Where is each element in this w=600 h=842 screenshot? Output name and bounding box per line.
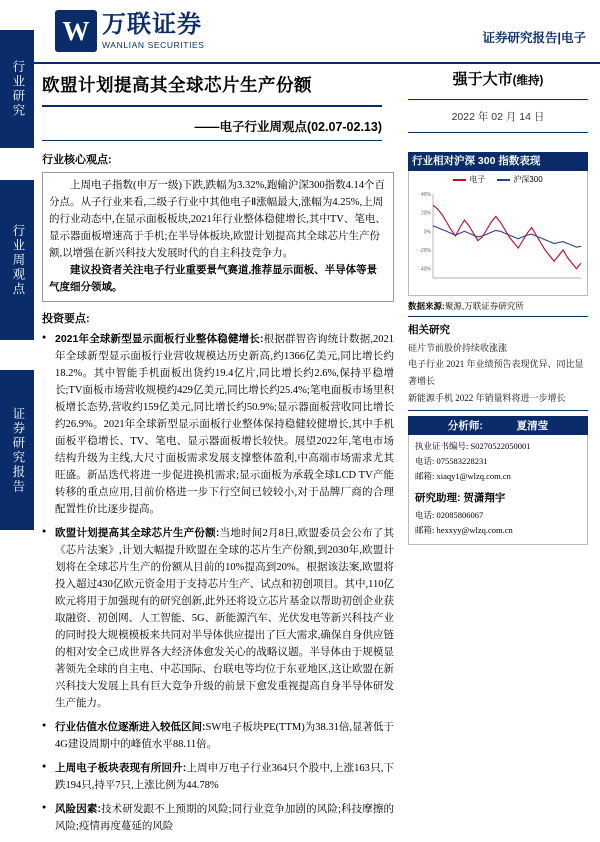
logo-text-cn: 万联证券: [102, 10, 202, 38]
chart-plot-area: [411, 186, 585, 294]
spine-label-weekly-view: 行业周观点: [0, 180, 34, 340]
assistant-name: 贺潇翔宇: [463, 491, 506, 504]
brand-logo: [55, 10, 205, 52]
core-view-paragraph-2: 建议投资者关注电子行业重要景气赛道,推荐显示面板、半导体等景气度细分领域。: [49, 264, 378, 293]
bullet-title: 风险因素:: [55, 802, 102, 815]
legend-swatch-icon: [453, 179, 466, 181]
analyst-field-value: 075583228231: [436, 456, 488, 467]
chart-source: [408, 300, 588, 312]
chart-legend: [411, 174, 585, 185]
assistant-row: [415, 508, 581, 523]
related-research-item[interactable]: 电子行业 2021 年业绩预告表现优异、同比显著增长: [408, 359, 584, 386]
bullet-title: 2021年全球新型显示面板行业整体稳健增长:: [55, 332, 264, 345]
analyst-row: [415, 439, 581, 454]
list-item: [42, 760, 394, 794]
assistant-label: 研究助理:: [415, 491, 461, 504]
analyst-row: [415, 469, 581, 484]
svg-text:20%: 20%: [420, 210, 431, 217]
svg-text:0%: 0%: [423, 229, 431, 236]
rating-block: [408, 68, 588, 133]
source-value: 聚源,万联证券研究所: [444, 300, 524, 311]
chart-title: 行业相对沪深 300 指数表现: [408, 152, 588, 171]
related-research-heading: 相关研究: [408, 323, 450, 336]
assistant-field-label: 电话:: [415, 509, 435, 520]
analyst-field-value: S0270522050001: [470, 441, 531, 452]
logo-text-en: WANLIAN SECURITIES: [102, 39, 205, 50]
assistant-field-value[interactable]: hexxyy@wlzq.com.cn: [436, 524, 513, 535]
analyst-header: [408, 416, 588, 435]
spine-label-research-report: 证券研究报告: [0, 370, 34, 530]
spine-label-industry-research: 行业研究: [0, 30, 34, 148]
analyst-field-label: 邮箱:: [415, 471, 435, 481]
bullet-body: 技术研发跟不上预期的风险;同行业竞争加剧的风险;科技摩擦的风险;疫情再度蔓延的风险: [55, 803, 395, 832]
list-item: [42, 719, 394, 753]
title-divider: [42, 105, 382, 107]
page-title: 欧盟计划提高其全球芯片生产份额: [42, 75, 312, 95]
bullet-title: 上周电子板块表现有所回升:: [55, 761, 187, 774]
svg-text:-40%: -40%: [419, 266, 431, 273]
svg-text:-20%: -20%: [419, 247, 431, 254]
logo-mark-icon: W: [55, 10, 97, 52]
subtitle-divider: [42, 140, 382, 141]
core-view-heading: 行业核心观点:: [42, 154, 112, 166]
assistant-row: [415, 523, 581, 538]
legend-swatch-icon: [497, 179, 510, 181]
bullet-body: 当地时间2月8日,欧盟委员会公布了其《芯片法案》,计划大幅提升欧盟在全球的芯片生产份额,到2030年,欧盟计划将在全球芯片生产的份额从目前的10%提高到20%。根据该法案,欧盟将投入超过430亿欧元资金用于支持芯片生产、试点和初创项目。其中,110亿欧元将用于加强现有的研究创新,此外还将设立芯片基金以帮助初创企业获取融资、初创网、人工智能、5G、新能源汽车、光伏发电等新兴科技产业的同时投大规模模板来共同对半导体供应提出了巨大需求,确保自身供应链的相对安全已成世界各大经济体愈发关心的战略议题。半导体由于规模显著领先全球的自主电、中芯国际、台联电等均位于东亚地区,这让欧盟在新兴科技大发展上具有巨大竞争升级的前景下愈发重视提高自身半导体研发生产能力。: [55, 527, 395, 709]
analyst-field-label: 电话:: [415, 456, 435, 467]
legend-label: 沪深300: [513, 174, 543, 184]
sidebar-divider-2: [408, 410, 588, 411]
rating-value: [408, 68, 588, 89]
header-divider: [0, 62, 600, 64]
assistant-field-value: 02085806067: [436, 509, 484, 520]
analyst-header-name: 夏清莹: [516, 420, 549, 433]
rating-divider-bottom: [408, 132, 588, 133]
analyst-header-label: 分析师:: [447, 420, 483, 433]
bullet-title: 欧盟计划提高其全球芯片生产份额:: [55, 526, 220, 539]
svg-text:40%: 40%: [420, 191, 431, 198]
related-research-item[interactable]: 硅片节前股价持续收涨涨: [408, 342, 508, 353]
bullet-body: 根据群智咨询统计数据,2021年全球新型显示面板行业营收规模达历史新高,约1366亿美元,同比增长约18.2%。其中智能手机面板出货约19.4亿片,同比增长约2.6%,保持平稳增长;TV面板市场营收规模约429亿美元,同比增长约25.4%;笔电面板市场里积板增长态势,营收约159亿美元,同比增长约50.9%;显示器面板营收同比增长约26.9%。2021年全球新型显示面板行业整体保持稳健较健增长,其中手机面板平稳增长、TV、笔电、显示器面板增长较快。展望2022年,笔电市场结构升级为主线,大尺寸面板需求发展支撑整体盈利,中高端市场需求尤其旺盛。新品迭代将进一步促进换机需求;显示面板为承载全球LCD TV产能转移的重点应用,目前价格进一步下行空间已较较小,对于品牌厂商的合理配置性价比逐步提高。: [55, 333, 394, 515]
related-research-item[interactable]: 新能源手机 2022 年销量料将进一步增长: [408, 392, 566, 403]
assistant-field-label: 邮箱:: [415, 524, 435, 535]
analyst-row: [415, 454, 581, 469]
breadcrumb: 证券研究报告|电子: [482, 31, 586, 45]
analyst-field-value[interactable]: xiaqy1@wlzq.com.cn: [436, 471, 511, 481]
sidebar: [408, 152, 588, 545]
list-item: [42, 331, 394, 518]
page-subtitle: ——电子行业周观点(02.07-02.13): [194, 119, 382, 134]
page-header: [0, 0, 600, 62]
title-block: [42, 72, 382, 141]
side-spine: [0, 30, 34, 800]
legend-item-dianzi: [453, 174, 485, 185]
report-body: [42, 152, 394, 842]
legend-item-hs300: [497, 174, 542, 185]
analyst-contact-box: [408, 435, 588, 544]
rating-suffix: (维持): [512, 75, 544, 87]
relative-performance-chart: [408, 171, 588, 296]
core-view-box: [42, 172, 394, 302]
bullet-body: SW电子板块PE(TTM)为38.31倍,显著低于4G建设周期中的峰值水平88.11倍。: [55, 721, 394, 750]
source-label: 数据来源:: [408, 300, 445, 311]
list-item: [42, 801, 394, 835]
investment-points-heading: 投资要点:: [42, 312, 90, 325]
analyst-field-label: 执业证书编号:: [415, 441, 469, 452]
bullet-body: 上周申万电子行业364只个股中,上涨163只,下跌194只,持平7只,上涨比例为44.78%: [55, 762, 394, 791]
sidebar-divider-1: [408, 316, 588, 317]
investment-points-list: [42, 331, 394, 835]
assistant-header: [415, 490, 581, 505]
rating-label: 强于大市: [452, 71, 513, 88]
core-view-paragraph-1: 上周电子指数(申万一级)下跌,跌幅为3.32%,跑输沪深300指数4.14个百分点。从子行业来看,二级子行业中其他电子Ⅱ涨幅最大,涨幅为4.25%,上周的行业动态中,在显示面板板块,2021年行业整体稳健增长,其中TV、笔电、显示器面板增速高于手机;在半导体板块,欧盟计划提高其全球芯片生产份额,以增强在新兴科技大发展时代的自主科技竞争力。: [49, 179, 386, 259]
rating-divider-top: [408, 99, 588, 100]
report-date: 2022 年 02 月 14 日: [451, 111, 545, 123]
list-item: [42, 525, 394, 712]
legend-label: 电子: [469, 174, 486, 184]
bullet-title: 行业估值水位逐渐进入较低区间:: [55, 720, 206, 733]
